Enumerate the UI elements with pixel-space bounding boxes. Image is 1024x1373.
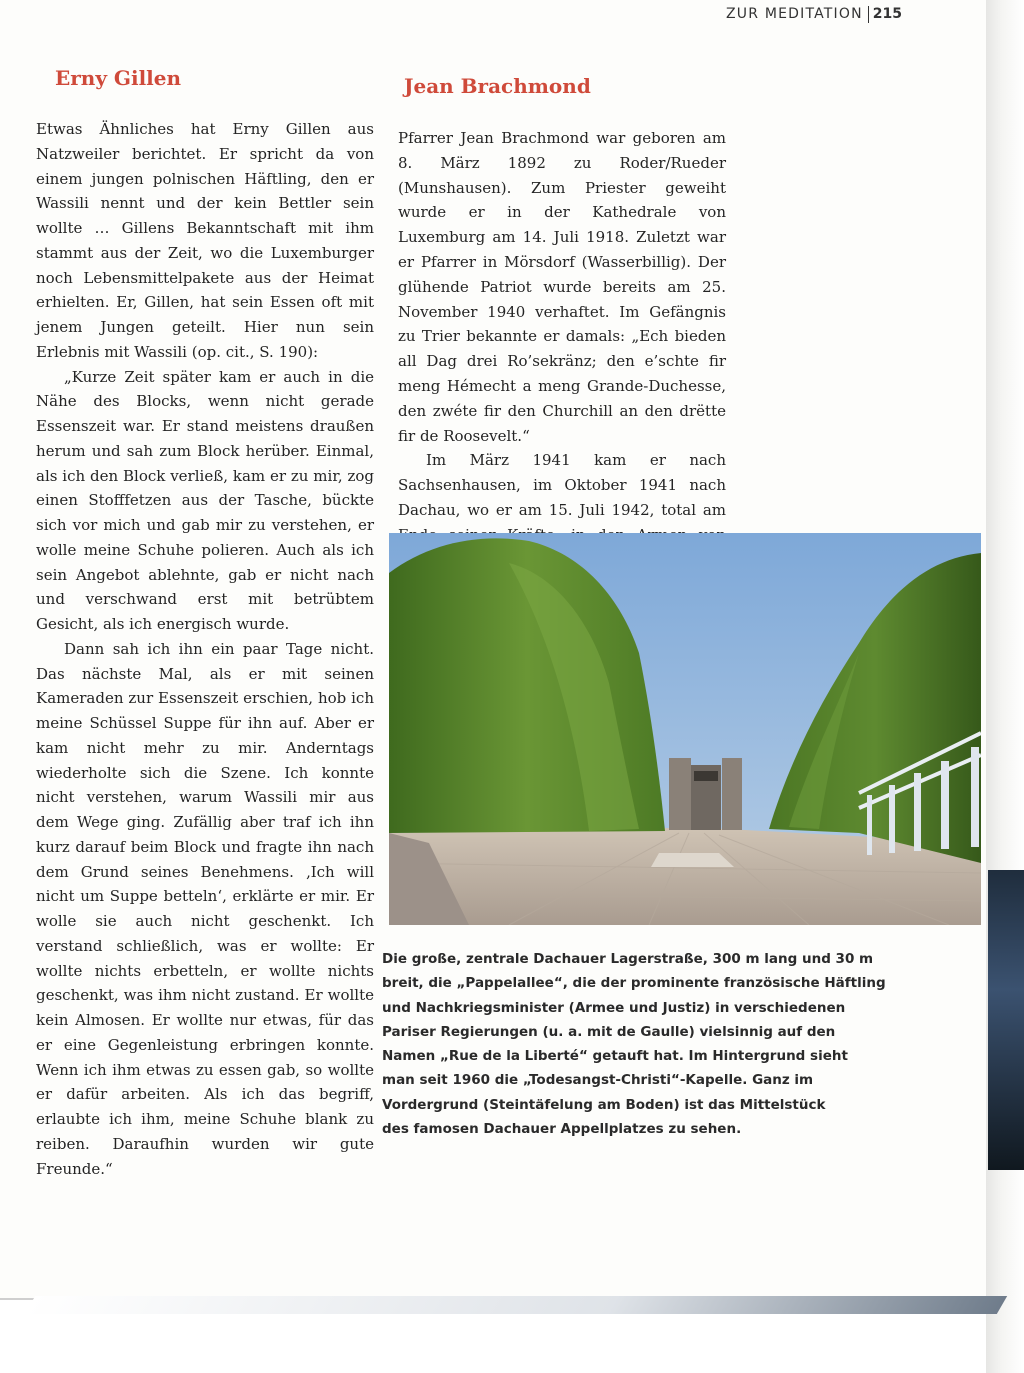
left-column (36, 117, 374, 1181)
quote-paragraph: „Kurze Zeit später kam er auch in die Nähe des Blocks, wenn nicht gerade Essenszeit war. Er stand meistens draußen herum und sah zum Block herüber. Einmal, als ich den Block verließ, kam er zu mir, zog einen Stofffetzen aus der Tasche, bückte sich vor mich und gab mir zu verstehen, er wolle meine Schuhe polieren. Auch als ich sein Angebot ablehnte, gab er nicht nach und verschwand erst mit betrübtem Gesicht, als ich energisch wurde. (36, 367, 374, 633)
photo-caption (382, 947, 886, 1141)
paragraph: Pfarrer Jean Brachmond war geboren am 8. März 1892 zu Roder/Rueder (Munshausen). Zum Priester geweiht wurde er in der Kathedrale von Luxemburg am 14. Juli 1918. Zuletzt war er Pfarrer in Mörsdorf (Wasserbillig). Der glühende Patriot wurde bereits am 25. November 1940 verhaftet. Im Gefängnis zu Trier bekannte er damals: „Ech bieden all Dag drei Ro’sekränz; den e’schte fir meng Hémecht a meng Grande-Duchesse, den zwéte fir den Churchill an den drëtte fir de Roosevelt.“ (398, 129, 726, 445)
page-number: 215 (872, 6, 903, 22)
heading-erny-gillen: Erny Gillen (55, 66, 182, 90)
book-cover-edge (988, 870, 1024, 1170)
caption-line: und Nachkriegsminister (Armee und Justiz) in verschiedenen (382, 999, 846, 1016)
paragraph: Etwas Ähnliches hat Erny Gillen aus Natzweiler berichtet. Er spricht da von einem jungen polnischen Häftling, den er Wassili nennt und der kein Bettler sein wollte … Gillens Bekanntschaft mit ihm stammt aus der Zeit, wo die Luxemburger noch Lebensmittelpakete aus der Heimat erhielten. Er, Gillen, hat sein Essen oft mit jenem Jungen geteilt. Hier nun sein Erlebnis mit Wassili (op. cit., S. 190): (36, 120, 374, 361)
paragraph: Im März 1941 kam er nach Sachsenhausen, im Oktober 1941 nach Dachau, wo er am 15. Juli 1942, total am (398, 451, 726, 519)
heading-jean-brachmond: Jean Brachmond (404, 74, 591, 98)
caption-line: Die große, zentrale Dachauer Lagerstraße, 300 m lang und 30 m (382, 951, 874, 967)
caption-line: Vordergrund (Steintäfelung am Boden) ist das Mittelstück (382, 1096, 826, 1113)
caption-line: Pariser Regierungen (u. a. mit de Gaulle) vielsinnig auf den (382, 1023, 836, 1040)
book-cover-bottom (25, 1296, 1007, 1314)
caption-line: Namen „Rue de la Liberté“ getauft hat. Im Hintergrund sieht (382, 1048, 848, 1065)
header-divider (868, 6, 869, 23)
running-head (726, 4, 902, 24)
right-column (398, 126, 726, 572)
caption-line: breit, die „Pappelallee“, die der prominente französische Häftling (382, 975, 886, 992)
dachau-poplar-avenue-photo (389, 533, 981, 925)
quote-paragraph: Dann sah ich ihn ein paar Tage nicht. Das nächste Mal, als er mit seinen Kameraden zur Essenszeit erschien, hob ich meine Schüssel Suppe für ihn auf. Aber er kam nicht mehr zu mir. Anderntags wiederholte sich die Szene. Ich konnte nicht verstehen, warum Wassili mir aus dem Wege ging. Zufällig aber traf ich ihn kurz darauf beim Block und fragte ihn nach dem Grund seines Benehmens. ‚Ich will nicht um Suppe betteln‘, erklärte er mir. Er wolle sie auch nicht geschenkt. Ich verstand schließlich, was er wollte: Er wollte nichts erbetteln, er wollte nichts geschenkt, was ihm nicht zustand. Er wollte kein Almosen. Er wollte nur etwas, für das er eine Gegenleistung erbringen konnte. Wenn ich ihm etwas zu essen gab, so wollte er dafür arbeiten. Als ich das begriff, erlaubte ich ihm, meine Schuhe blank zu reiben. Daraufhin wurden wir gute Freunde.“ (36, 639, 374, 1178)
caption-line: des famosen Dachauer Appellplatzes zu sehen. (382, 1121, 742, 1138)
section-title: ZUR MEDITATION (726, 6, 863, 22)
caption-line: man seit 1960 die „Todesangst-Christi“-Kapelle. Ganz im (382, 1072, 814, 1089)
